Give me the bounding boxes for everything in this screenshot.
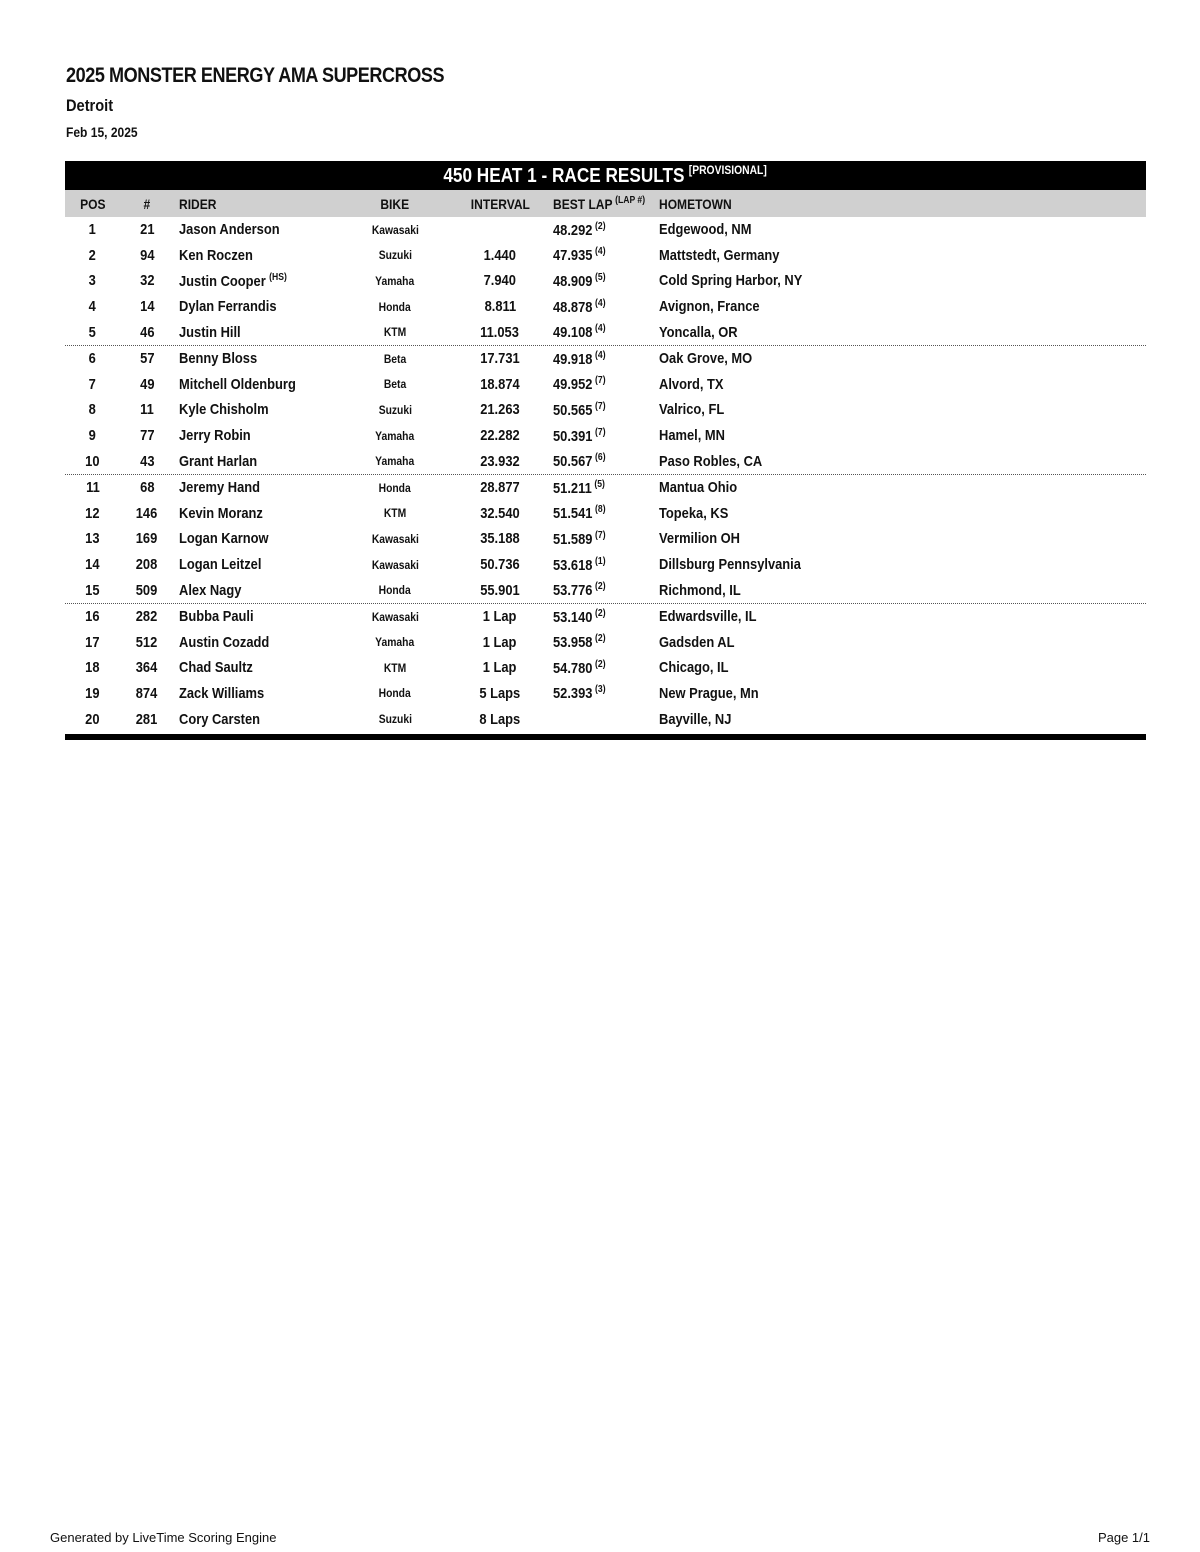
table-row: [65, 217, 1146, 243]
cell-interval: 5 Laps: [479, 684, 521, 702]
footer-generator: Generated by LiveTime Scoring Engine: [50, 1530, 277, 1545]
event-date: Feb 15, 2025: [66, 124, 138, 140]
cell-number: 68: [139, 479, 155, 497]
best-lap-number: (3): [595, 684, 606, 696]
cell-best-lap: 47.935 $^{(4)}$: [553, 246, 606, 265]
cell-hometown: Chicago, IL: [659, 659, 729, 677]
cell-hometown: Dillsburg Pennsylvania: [659, 556, 801, 574]
cell-bike: Kawasaki: [371, 222, 419, 237]
cell-best-lap: 54.780 $^{(2)}$: [553, 658, 606, 677]
cell-best-lap: 51.589 $^{(7)}$: [553, 529, 606, 548]
cell-rider: Kevin Moranz: [179, 504, 263, 522]
cell-pos: 5: [88, 323, 97, 341]
cell-rider: Alex Nagy: [179, 581, 242, 599]
table-row: [65, 243, 1146, 269]
cell-bike: Honda: [378, 686, 412, 701]
table-row: [65, 294, 1146, 320]
table-row: [65, 268, 1146, 294]
cell-best-lap: 52.393 $^{(3)}$: [553, 684, 606, 703]
cell-best-lap: 50.391 $^{(7)}$: [553, 426, 606, 445]
cell-rider: Logan Karnow: [179, 530, 269, 548]
best-lap-number: (4): [595, 349, 606, 361]
cell-number: 208: [136, 556, 158, 574]
footer-page-number: Page 1/1: [1097, 1530, 1150, 1545]
cell-hometown: Yoncalla, OR: [659, 323, 738, 341]
cell-interval: 17.731: [480, 350, 520, 368]
cell-bike: Honda: [378, 299, 412, 314]
table-row: [65, 372, 1146, 398]
table-row: [65, 655, 1146, 681]
column-header-rider: RIDER: [179, 195, 217, 212]
table-title-bar: [65, 161, 1146, 190]
table-row: [65, 706, 1146, 732]
cell-pos: 4: [88, 298, 97, 316]
cell-pos: 15: [85, 581, 100, 599]
cell-rider: Austin Cozadd: [179, 633, 270, 651]
cell-interval: 18.874: [480, 375, 520, 393]
cell-best-lap: 50.567 $^{(6)}$: [553, 452, 606, 471]
cell-interval: 50.736: [480, 556, 520, 574]
cell-rider: Dylan Ferrandis: [179, 298, 277, 316]
table-header-row: [65, 190, 1146, 217]
cell-best-lap: [553, 706, 657, 732]
cell-bike: Suzuki: [378, 712, 412, 727]
cell-pos: 8: [88, 401, 97, 419]
cell-pos: 10: [85, 452, 100, 470]
cell-best-lap: 53.618 $^{(1)}$: [553, 555, 606, 574]
cell-best-lap: 53.776 $^{(2)}$: [553, 581, 606, 600]
cell-best-lap: 51.211 $^{(5)}$: [553, 478, 605, 497]
cell-hometown: Bayville, NJ: [659, 710, 732, 728]
cell-number: 43: [139, 452, 155, 470]
table-row: [65, 681, 1146, 707]
cell-rider: Jeremy Hand: [179, 479, 261, 497]
cell-interval: 32.540: [480, 504, 520, 522]
cell-best-lap: 53.958 $^{(2)}$: [553, 633, 606, 652]
cell-interval: 1 Lap: [483, 608, 517, 626]
best-lap-number: (8): [595, 504, 606, 516]
cell-number: 281: [136, 710, 158, 728]
best-lap-number: (5): [594, 478, 605, 490]
cell-hometown: Edgewood, NM: [659, 221, 752, 239]
best-lap-number: (2): [595, 658, 606, 670]
cell-interval: 22.282: [480, 427, 520, 445]
cell-number: 169: [136, 530, 158, 548]
cell-pos: 1: [88, 221, 97, 239]
cell-interval: 8 Laps: [479, 710, 521, 728]
cell-hometown: Oak Grove, MO: [659, 350, 753, 368]
cell-interval: 8.811: [484, 298, 516, 316]
cell-bike: Yamaha: [375, 273, 415, 288]
cell-best-lap: 53.140 $^{(2)}$: [553, 607, 606, 626]
cell-pos: 7: [88, 375, 97, 393]
cell-hometown: Vermilion OH: [659, 530, 741, 548]
cell-hometown: Alvord, TX: [659, 375, 724, 393]
cell-rider: Chad Saultz: [179, 659, 253, 677]
cell-rider: Mitchell Oldenburg: [179, 375, 296, 393]
best-lap-number: (4): [595, 246, 606, 258]
best-lap-number: (2): [595, 220, 606, 232]
cell-number: 21: [139, 221, 155, 239]
cell-hometown: Topeka, KS: [659, 504, 729, 522]
cell-rider: Justin Hill: [179, 323, 241, 341]
cell-bike: KTM: [383, 325, 407, 340]
cell-rider: Jason Anderson: [179, 221, 280, 239]
table-row: [65, 604, 1146, 630]
cell-rider: Ken Roczen: [179, 246, 253, 264]
cell-pos: 19: [85, 684, 100, 702]
cell-rider: Kyle Chisholm: [179, 401, 269, 419]
best-lap-number: (1): [595, 555, 606, 567]
cell-number: 14: [139, 298, 155, 316]
cell-interval: 1.440: [483, 246, 517, 264]
table-row: [65, 319, 1146, 346]
table-row: [65, 630, 1146, 656]
results-table: [65, 161, 1146, 740]
cell-number: 512: [136, 633, 158, 651]
cell-bike: Suzuki: [378, 402, 412, 417]
cell-rider: Bubba Pauli: [179, 608, 254, 626]
table-row: [65, 501, 1146, 527]
cell-rider: Jerry Robin: [179, 427, 251, 445]
cell-best-lap: 50.565 $^{(7)}$: [553, 400, 606, 419]
table-bottom-rule: [65, 734, 1146, 740]
cell-hometown: Valrico, FL: [659, 401, 725, 419]
cell-pos: 16: [85, 608, 100, 626]
cell-rider: Zack Williams: [179, 684, 265, 702]
cell-number: 11: [140, 401, 154, 419]
cell-hometown: Paso Robles, CA: [659, 452, 763, 470]
cell-number: 32: [139, 272, 155, 290]
cell-bike: Kawasaki: [371, 531, 419, 546]
cell-bike: Beta: [383, 377, 407, 392]
cell-interval: 55.901: [480, 581, 520, 599]
cell-best-lap: 49.108 $^{(4)}$: [553, 323, 606, 342]
column-header-hometown: HOMETOWN: [659, 195, 732, 212]
cell-rider: Logan Leitzel: [179, 556, 262, 574]
cell-pos: 20: [85, 710, 100, 728]
cell-pos: 2: [88, 246, 97, 264]
best-lap-number: (2): [595, 607, 606, 619]
cell-number: 364: [136, 659, 158, 677]
column-header-bike: BIKE: [380, 195, 410, 212]
best-lap-number: (4): [595, 297, 606, 309]
cell-number: 46: [139, 323, 155, 341]
cell-hometown: Cold Spring Harbor, NY: [659, 272, 803, 290]
cell-interval: [450, 217, 550, 243]
best-lap-number: (6): [595, 452, 606, 464]
document-title: 2025 MONSTER ENERGY AMA SUPERCROSS: [66, 64, 445, 87]
cell-hometown: New Prague, Mn: [659, 684, 759, 702]
cell-bike: Honda: [378, 480, 412, 495]
cell-best-lap: 51.541 $^{(8)}$: [553, 504, 606, 523]
best-lap-number: (5): [595, 271, 606, 283]
cell-pos: 6: [88, 350, 97, 368]
cell-interval: 28.877: [480, 479, 520, 497]
cell-rider: Benny Bloss: [179, 350, 258, 368]
cell-number: 509: [136, 581, 158, 599]
cell-interval: 35.188: [480, 530, 520, 548]
cell-pos: 18: [85, 659, 100, 677]
best-lap-number: (2): [595, 581, 606, 593]
cell-pos: 13: [85, 530, 100, 548]
cell-bike: Honda: [378, 583, 412, 598]
cell-number: 874: [136, 684, 158, 702]
cell-rider: Cory Carsten: [179, 710, 261, 728]
cell-pos: 9: [88, 427, 97, 445]
best-lap-note: (LAP #): [615, 195, 646, 206]
cell-best-lap: 48.292 $^{(2)}$: [553, 220, 606, 239]
provisional-badge: [PROVISIONAL]: [689, 163, 768, 177]
cell-bike: Yamaha: [375, 635, 415, 650]
cell-bike: Yamaha: [375, 454, 415, 469]
table-row: [65, 423, 1146, 449]
cell-hometown: Richmond, IL: [659, 581, 741, 599]
cell-pos: 17: [85, 633, 100, 651]
cell-hometown: Edwardsville, IL: [659, 608, 757, 626]
cell-number: 77: [139, 427, 155, 445]
table-row: [65, 448, 1146, 475]
cell-number: 282: [136, 608, 158, 626]
cell-interval: 1 Lap: [483, 659, 517, 677]
best-lap-number: (4): [595, 323, 606, 335]
table-body: [65, 217, 1146, 732]
best-lap-number: (2): [595, 633, 606, 645]
cell-interval: 7.940: [483, 272, 517, 290]
cell-pos: 14: [85, 556, 100, 574]
table-row: [65, 552, 1146, 578]
table-row: [65, 397, 1146, 423]
column-header-number: #: [143, 195, 151, 212]
cell-hometown: Gadsden AL: [659, 633, 735, 651]
cell-number: 49: [139, 375, 155, 393]
cell-pos: 12: [85, 504, 100, 522]
cell-hometown: Avignon, France: [659, 298, 760, 316]
table-row: [65, 346, 1146, 372]
best-lap-number: (7): [595, 529, 606, 541]
column-header-best-lap: BEST LAP $^{(LAP \#)}$: [553, 195, 646, 212]
cell-pos: 3: [88, 272, 97, 290]
cell-best-lap: 49.952 $^{(7)}$: [553, 375, 606, 394]
cell-hometown: Mantua Ohio: [659, 479, 738, 497]
column-header-interval: INTERVAL: [470, 195, 530, 212]
cell-rider: Grant Harlan: [179, 452, 258, 470]
cell-pos: 11: [85, 479, 100, 497]
column-header-pos: POS: [79, 195, 106, 212]
best-lap-number: (7): [595, 375, 606, 387]
cell-bike: Kawasaki: [371, 609, 419, 624]
table-title: 450 HEAT 1 - RACE RESULTS: [443, 165, 685, 187]
cell-best-lap: 49.918 $^{(4)}$: [553, 349, 606, 368]
table-row: [65, 475, 1146, 501]
cell-interval: 11.053: [480, 323, 520, 341]
cell-number: 146: [136, 504, 158, 522]
cell-rider: Justin Cooper $^{(HS)}$: [179, 271, 287, 290]
cell-interval: 23.932: [480, 452, 520, 470]
cell-interval: 21.263: [480, 401, 520, 419]
cell-bike: Yamaha: [375, 428, 415, 443]
best-lap-number: (7): [595, 400, 606, 412]
cell-number: 57: [139, 350, 155, 368]
cell-best-lap: 48.909 $^{(5)}$: [553, 271, 606, 290]
best-lap-number: (7): [595, 426, 606, 438]
table-row: [65, 577, 1146, 604]
cell-hometown: Mattstedt, Germany: [659, 246, 780, 264]
cell-bike: KTM: [383, 506, 407, 521]
cell-hometown: Hamel, MN: [659, 427, 725, 445]
table-row: [65, 526, 1146, 552]
rider-tag: (HS): [269, 271, 287, 283]
cell-bike: Suzuki: [378, 248, 412, 263]
cell-bike: Kawasaki: [371, 557, 419, 572]
cell-bike: Beta: [383, 351, 407, 366]
cell-best-lap: 48.878 $^{(4)}$: [553, 297, 606, 316]
venue-name: Detroit: [66, 96, 114, 115]
cell-bike: KTM: [383, 660, 407, 675]
cell-interval: 1 Lap: [483, 633, 517, 651]
cell-number: 94: [139, 246, 155, 264]
